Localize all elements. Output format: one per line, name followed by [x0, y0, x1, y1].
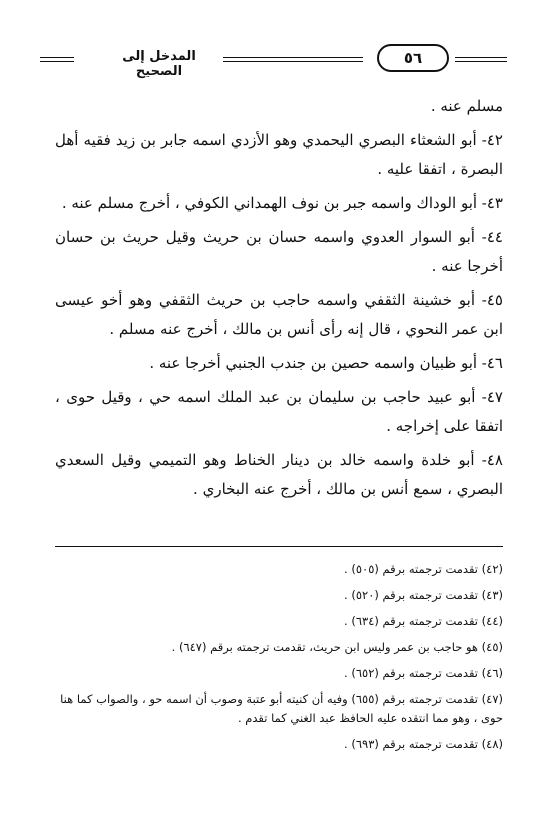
- footnote-42: (٤٢) تقدمت ترجمته برقم (٥٠٥) .: [344, 562, 503, 576]
- entry-45: ٤٥- أبو خشينة الثقفي واسمه حاجب بن حريث الثقفي وهو أخو عيسى ابن عمر النحوي ، قال إنه رأى أنس بن مالك ، أخرج عنه مسلم .: [55, 291, 503, 338]
- footnote-43: (٤٣) تقدمت ترجمته برقم (٥٢٠) .: [344, 588, 503, 602]
- footnote-46: (٤٦) تقدمت ترجمته برقم (٦٥٢) .: [344, 666, 503, 680]
- page-header: [40, 44, 507, 78]
- entry-44: ٤٤- أبو السوار العدوي واسمه حسان بن حريث وقيل حريث بن حسان أخرجا عنه .: [55, 228, 503, 275]
- entry-47: ٤٧- أبو عبيد حاجب بن سليمان بن عبد الملك اسمه حي ، وقيل حوى ، اتفقا على إخراجه .: [55, 388, 503, 435]
- entry-46: ٤٦- أبو ظبيان واسمه حصين بن جندب الجنبي أخرجا عنه .: [149, 354, 503, 372]
- entry-43: ٤٣- أبو الوداك واسمه جبر بن نوف الهمداني الكوفي ، أخرج مسلم عنه .: [61, 194, 503, 212]
- footnote-48: (٤٨) تقدمت ترجمته برقم (٦٩٣) .: [344, 737, 503, 751]
- footnotes: [55, 560, 503, 761]
- footnote-47: (٤٧) تقدمت ترجمته برقم (٦٥٥) وفيه أن كنيته أبو عتبة وصوب أن اسمه حو ، والصواب كما هنا حوى ، وهو مما انتقده عليه الحافظ عبد الغني كما تقدم .: [60, 692, 503, 725]
- page-number: ٥٦: [377, 44, 449, 72]
- header-rule-left: [40, 57, 74, 63]
- footnote-separator: [55, 546, 503, 547]
- footnote-44: (٤٤) تقدمت ترجمته برقم (٦٣٤) .: [344, 614, 503, 628]
- entry-48: ٤٨- أبو خلدة واسمه خالد بن دينار الخناط وهو التميمي وقيل السعدي البصري ، سمع أنس بن مالك ، أخرج عنه البخاري .: [55, 451, 503, 498]
- header-rule-middle: [223, 57, 363, 63]
- running-title: المدخل إلى الصحيح: [122, 49, 196, 79]
- entry-42: ٤٢- أبو الشعثاء البصري اليحمدي وهو الأزدي اسمه جابر بن زيد فقيه أهل البصرة ، اتفقا عليه .: [55, 131, 503, 178]
- footnote-45: (٤٥) هو حاجب بن عمر وليس ابن حريث، تقدمت ترجمته برقم (٦٤٧) .: [171, 640, 503, 654]
- header-rule-right: [455, 57, 507, 63]
- main-text: [55, 92, 503, 509]
- paragraph-continuation: مسلم عنه .: [430, 97, 503, 115]
